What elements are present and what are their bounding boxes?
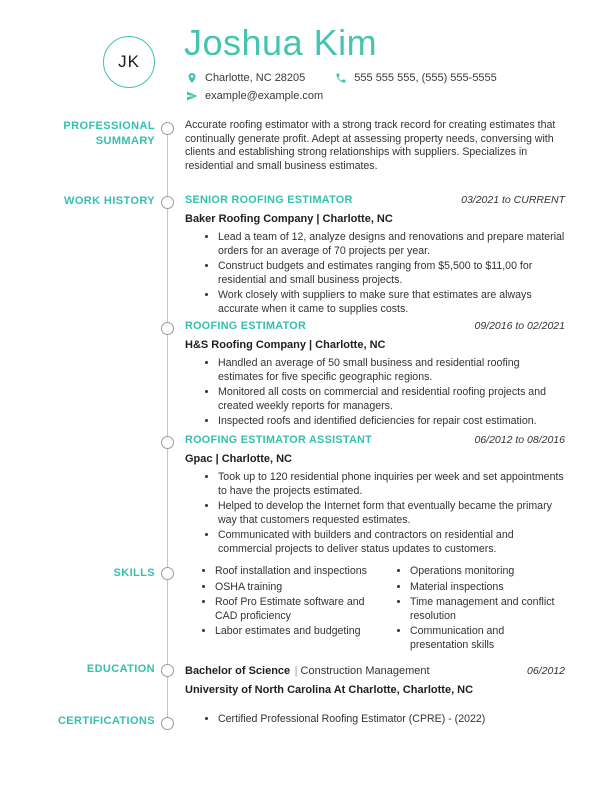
skill-item: • Roof Pro Estimate software and CAD proficiency — [215, 596, 380, 623]
bullet-item: • Handled an average of 50 small business and residential roofing estimates for five specific geographic regions. — [218, 357, 565, 384]
skill-item: • Communication and presentation skills — [410, 625, 565, 652]
contact-phone-text: 555 555 555, (555) 555-5555 — [354, 72, 497, 84]
bullet-item: • Lead a team of 12, analyze designs and renovations and prepare material orders for an average of 70 projects per year. — [218, 231, 565, 258]
heading-skills: SKILLS — [113, 567, 155, 579]
skills-column-left — [185, 565, 380, 654]
education-section — [185, 661, 565, 696]
education-degree-row — [185, 661, 565, 679]
skill-item: • Operations monitoring — [410, 565, 565, 579]
contact-phone — [335, 72, 497, 84]
certification-item: • Certified Professional Roofing Estimator (CPRE) - (2022) — [218, 713, 565, 727]
bullet-item: • Construct budgets and estimates ranging from $5,500 to $11,00 for residential and small business projects. — [218, 260, 565, 287]
job-bullets — [185, 471, 565, 556]
contact-location-text: Charlotte, NC 28205 — [205, 72, 306, 84]
skills-section — [185, 565, 565, 654]
job-company: Gpac | Charlotte, NC — [185, 453, 292, 465]
location-pin-icon — [186, 72, 198, 84]
job-title: SENIOR ROOFING ESTIMATOR — [185, 194, 353, 206]
job-bullets — [185, 357, 565, 429]
contact-email-text: example@example.com — [205, 90, 324, 102]
page-title: Joshua Kim — [184, 22, 378, 63]
skill-item: • OSHA training — [215, 581, 380, 595]
skills-list — [185, 565, 380, 639]
bullet-item: • Communicated with builders and contractors on residential and commercial projects to deliver status updates to customers. — [218, 529, 565, 556]
job-dates: 03/2021 to CURRENT — [461, 194, 565, 206]
summary-text: Accurate roofing estimator with a strong track record for creating estimates that continually generate profit. Adept at assessing property needs, conversing with clients and establishing strong relationships with suppliers. Specializes in residential and small business estimates. — [185, 119, 556, 172]
job-entry — [185, 320, 565, 431]
job-entry — [185, 434, 565, 558]
timeline-line — [167, 128, 168, 723]
bullet-item: • Monitored all costs on commercial and residential roofing projects and created weekly reports for managers. — [218, 386, 565, 413]
job-company: Baker Roofing Company | Charlotte, NC — [185, 213, 393, 225]
avatar — [103, 36, 155, 88]
bullet-item: • Work closely with suppliers to make sure that estimates are always accurate when it came to supplies costs. — [218, 289, 565, 316]
timeline-node — [161, 322, 174, 335]
skill-item: • Labor estimates and budgeting — [215, 625, 380, 639]
bullet-item: • Took up to 120 residential phone inquiries per week and set appointments to have the projects estimated. — [218, 471, 565, 498]
separator: | — [294, 665, 298, 677]
job-bullets — [185, 231, 565, 316]
education-date: 06/2012 — [527, 665, 565, 677]
job-title-row — [185, 434, 565, 446]
education-degree: Bachelor of Science — [185, 665, 291, 677]
job-title: ROOFING ESTIMATOR ASSISTANT — [185, 434, 373, 446]
skill-item: • Time management and conflict resolution — [410, 596, 565, 623]
timeline-node — [161, 717, 174, 730]
send-email-icon — [186, 90, 198, 102]
job-title: ROOFING ESTIMATOR — [185, 320, 307, 332]
skills-column-right — [380, 565, 565, 654]
skills-list — [380, 565, 565, 652]
job-company: H&S Roofing Company | Charlotte, NC — [185, 339, 386, 351]
education-field: Construction Management — [300, 665, 430, 677]
timeline-node — [161, 664, 174, 677]
timeline-node — [161, 567, 174, 580]
contact-location — [186, 72, 305, 84]
job-dates: 09/2016 to 02/2021 — [474, 320, 565, 332]
contact-row — [186, 72, 497, 84]
phone-icon — [335, 72, 347, 84]
certifications-list — [185, 713, 565, 727]
job-entry — [185, 194, 565, 318]
heading-professional-summary: PROFESSIONAL SUMMARY — [63, 120, 155, 147]
job-title-row — [185, 194, 565, 206]
avatar-initials: JK — [118, 52, 140, 71]
timeline-node — [161, 122, 174, 135]
education-school: University of North Carolina At Charlotte, Charlotte, NC — [185, 684, 474, 696]
job-dates: 06/2012 to 08/2016 — [474, 434, 565, 446]
skill-item: • Material inspections — [410, 581, 565, 595]
heading-work-history: WORK HISTORY — [64, 195, 155, 207]
bullet-item: • Helped to develop the Internet form that eventually became the primary way that customers requested estimates. — [218, 500, 565, 527]
heading-education: EDUCATION — [86, 663, 155, 675]
certifications-section — [185, 713, 565, 729]
timeline-node — [161, 196, 174, 209]
heading-certifications: CERTIFICATIONS — [57, 715, 155, 727]
bullet-item: • Inspected roofs and identified deficiencies for repair cost estimation. — [218, 415, 565, 429]
job-title-row — [185, 320, 565, 332]
skill-item: • Roof installation and inspections — [215, 565, 380, 579]
contact-row — [186, 90, 323, 102]
timeline-node — [161, 436, 174, 449]
